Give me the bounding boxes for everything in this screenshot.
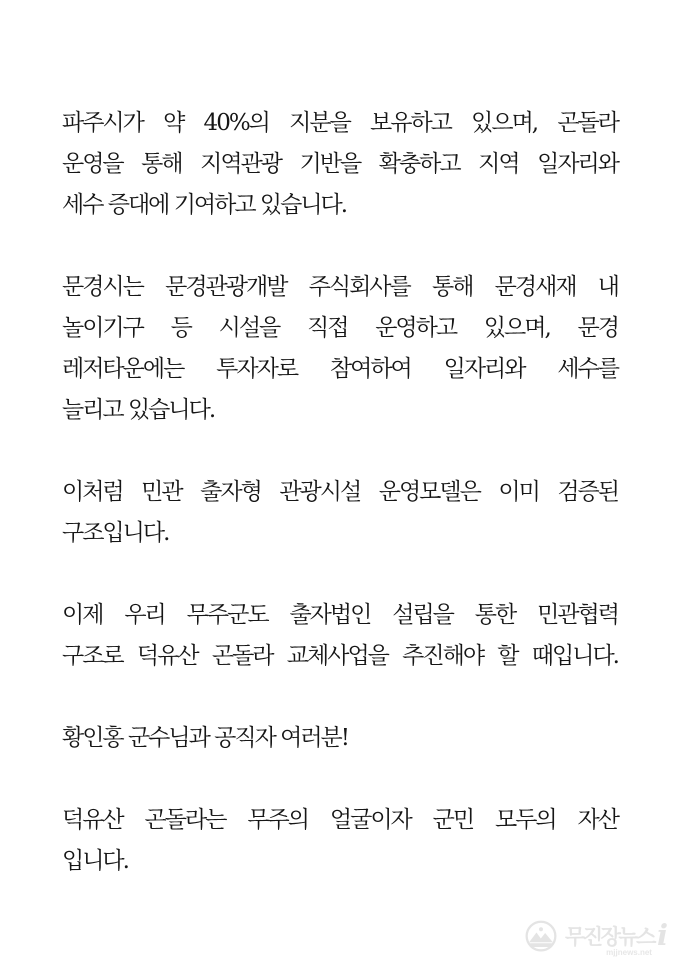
watermark <box>524 917 668 957</box>
paragraph <box>62 595 618 677</box>
mountain-circle-logo-icon <box>524 920 558 954</box>
paragraph <box>62 718 618 759</box>
text-line: 황인홍 군수님과 공직자 여러분! <box>62 725 349 751</box>
text-line: 문경시는 문경관광개발 주식회사를 통해 문경새재 내 <box>62 274 618 300</box>
paragraph <box>62 800 618 882</box>
text-line: 놀이기구 등 시설을 직접 운영하고 있으며, 문경 <box>62 315 618 341</box>
watermark-i-mark: i <box>656 917 668 952</box>
text-line: 구조로 덕유산 곤돌라 교체사업을 추진해야 할 때입니다. <box>62 643 618 669</box>
watermark-text <box>565 925 654 957</box>
watermark-site-name: 무진장뉴스 <box>565 925 654 949</box>
text-line: 파주시가 약 40%의 지분을 보유하고 있으며, 곤돌라 <box>62 110 618 136</box>
watermark-site-url: mjjnews.net <box>606 947 652 957</box>
text-line: 운영을 통해 지역관광 기반을 확충하고 지역 일자리와 <box>62 151 618 177</box>
text-line: 입니다. <box>62 848 128 874</box>
text-line: 늘리고 있습니다. <box>62 397 215 423</box>
paragraph <box>62 472 618 554</box>
text-line: 이처럼 민관 출자형 관광시설 운영모델은 이미 검증된 <box>62 479 618 505</box>
document-body <box>62 103 618 882</box>
text-line: 레저타운에는 투자자로 참여하여 일자리와 세수를 <box>62 356 618 382</box>
text-line: 세수 증대에 기여하고 있습니다. <box>62 192 347 218</box>
text-line: 이제 우리 무주군도 출자법인 설립을 통한 민관협력 <box>62 602 618 628</box>
paragraph <box>62 267 618 431</box>
paragraph <box>62 103 618 226</box>
text-line: 덕유산 곤돌라는 무주의 얼굴이자 군민 모두의 자산 <box>62 807 618 833</box>
text-line: 구조입니다. <box>62 520 169 546</box>
